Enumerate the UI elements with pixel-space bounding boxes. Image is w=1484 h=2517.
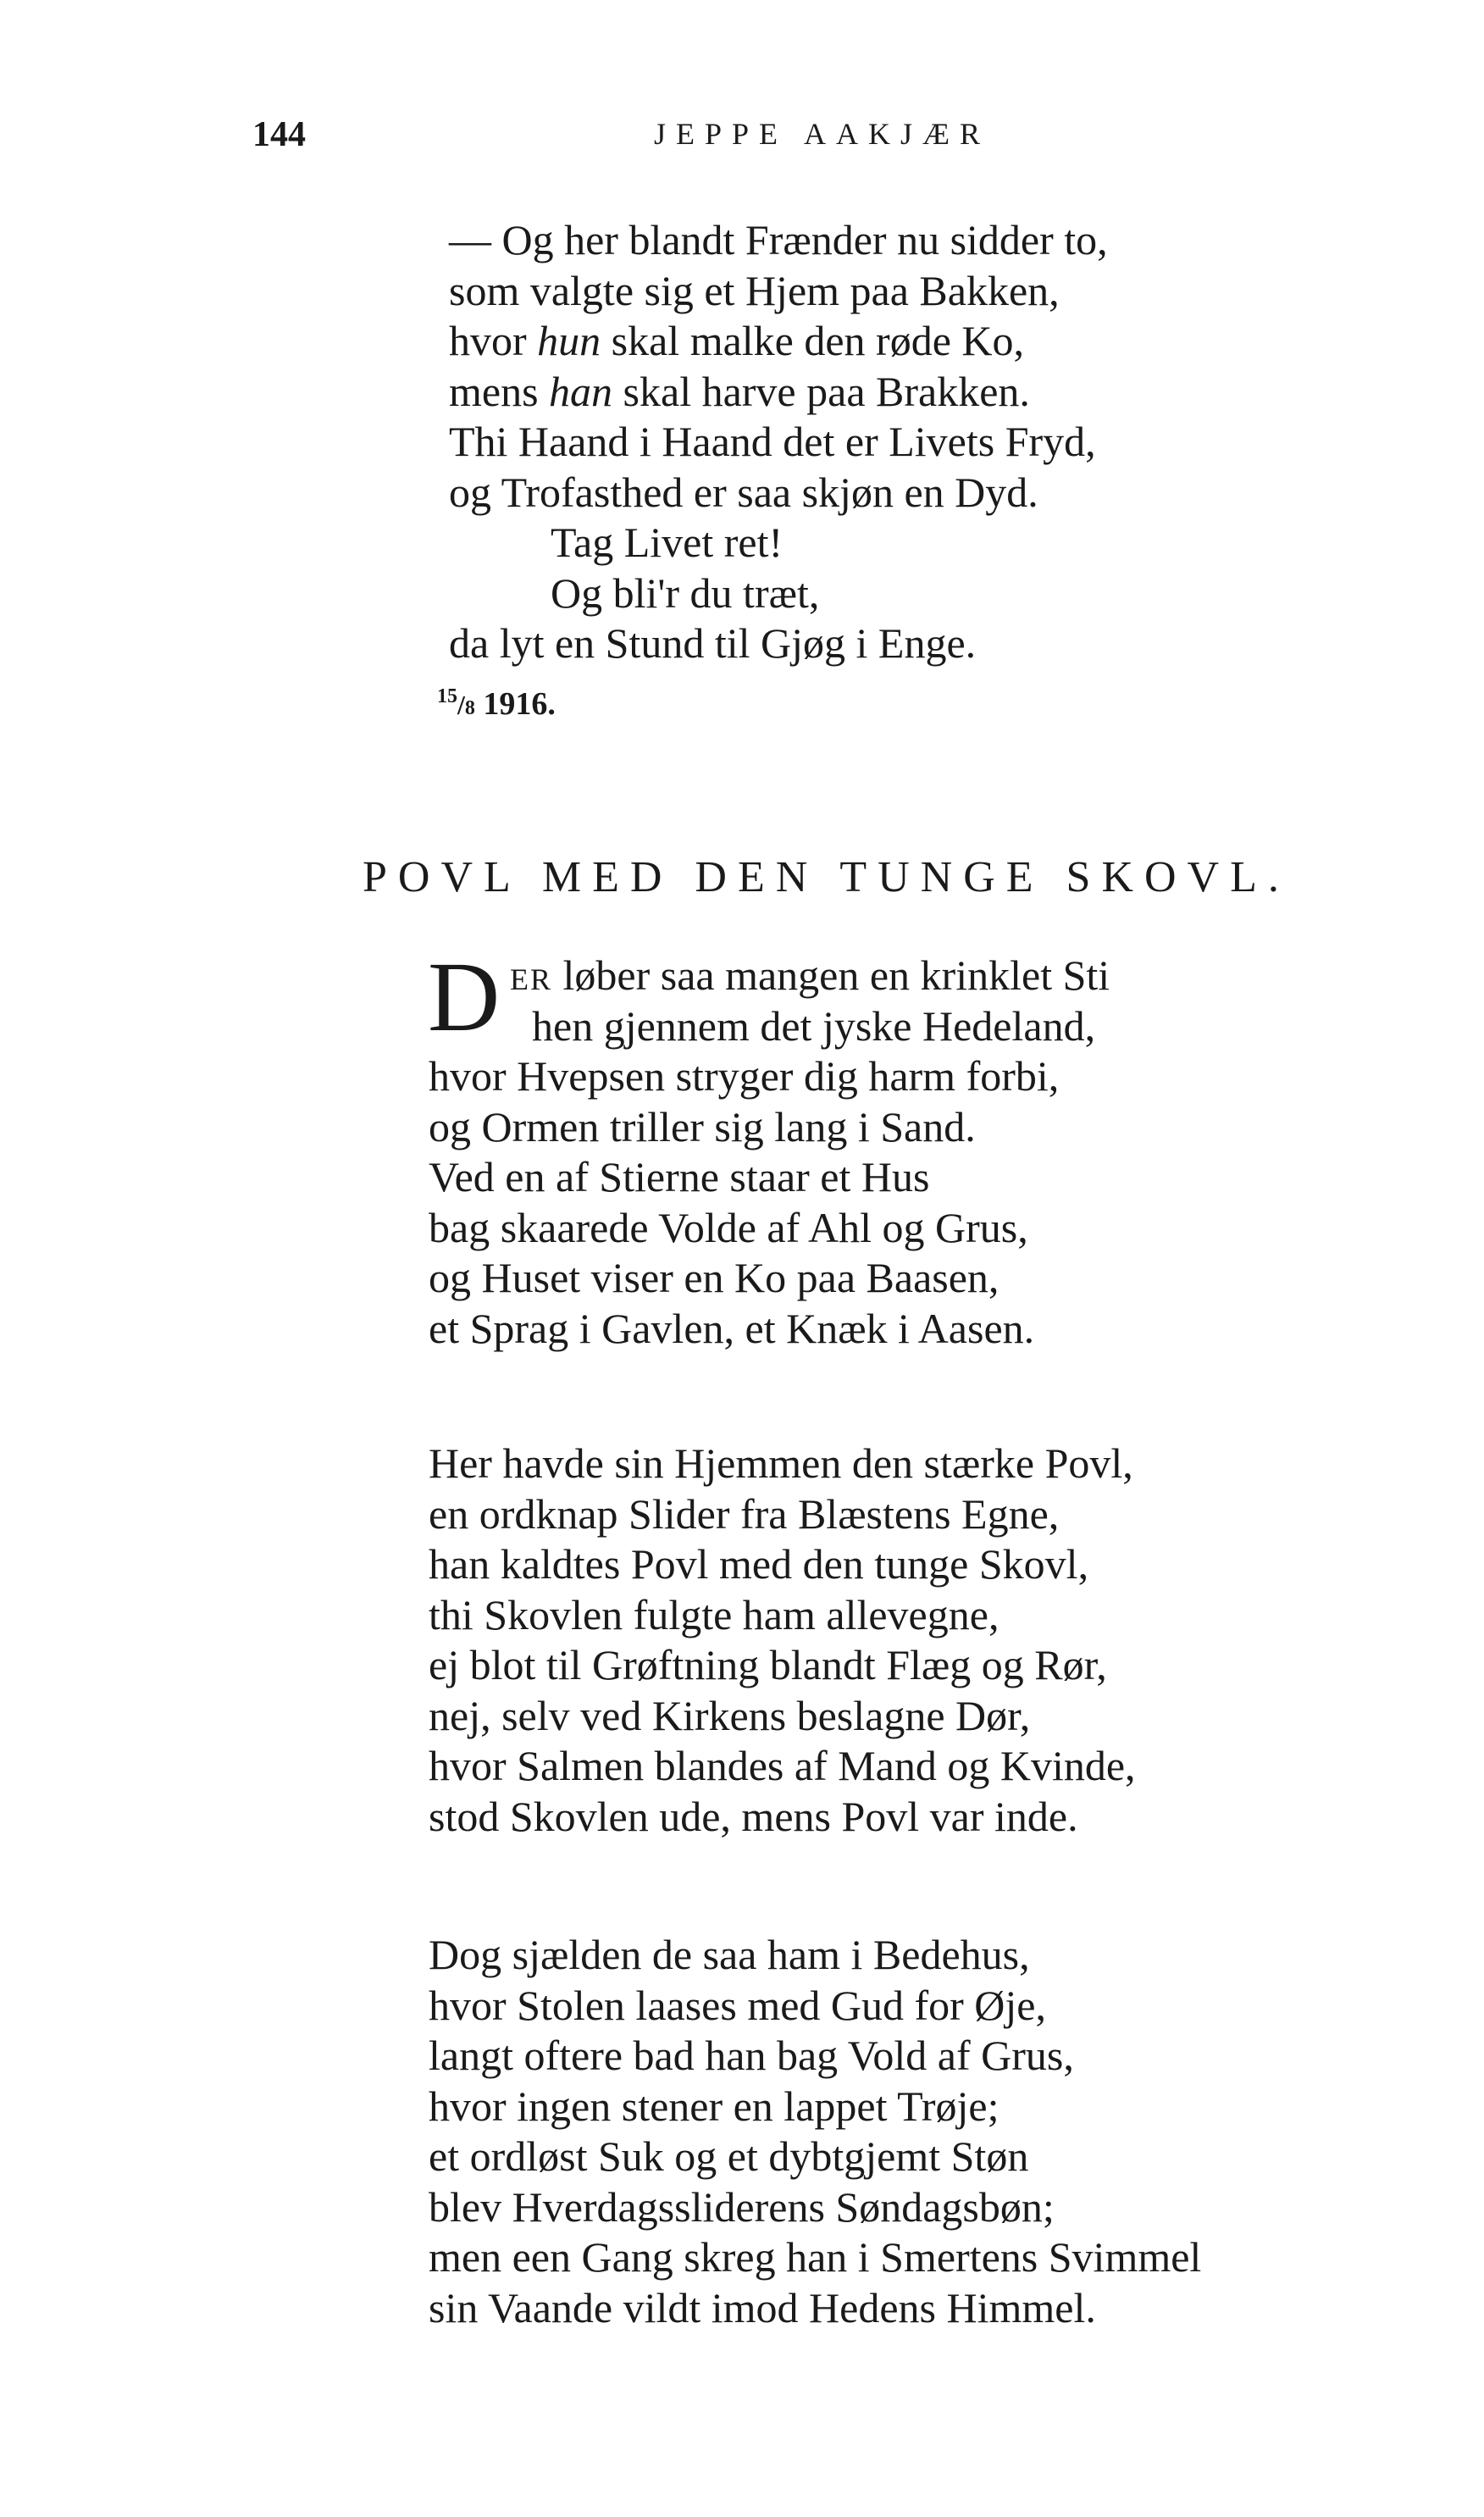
verse-line: og Huset viser en Ko paa Baasen, xyxy=(429,1254,999,1301)
verse-line xyxy=(449,367,1108,418)
verse-text: skal malke den røde Ko, xyxy=(601,317,1025,364)
date-day: 15 xyxy=(437,685,457,707)
date-slash: / xyxy=(457,690,465,720)
verse-line: et Sprag i Gavlen, et Knæk i Aasen. xyxy=(429,1304,1035,1352)
verse-line: da lyt en Stund til Gjøg i Enge. xyxy=(449,619,977,667)
verse-line: og Trofasthed er saa skjøn en Dyd. xyxy=(449,468,1038,516)
verse-text: hvor xyxy=(449,317,538,364)
verse-line xyxy=(449,316,1108,367)
verse-line: hen gjennem det jyske Hedeland, xyxy=(532,1001,1096,1050)
verse-text: løber saa mangen en krinklet Sti xyxy=(552,951,1110,999)
verse-line: bag skaarede Volde af Ahl og Grus, xyxy=(429,1203,1028,1251)
stanza-3 xyxy=(429,1439,1136,1842)
date-year: 1916. xyxy=(474,686,556,722)
verse-line: et ordløst Suk og et dybtgjemt Støn xyxy=(429,2132,1029,2180)
verse-line: hvor Hvepsen stryger dig harm forbi, xyxy=(429,1052,1060,1100)
verse-line: hvor ingen stener en lappet Trøje; xyxy=(429,2082,999,2130)
verse-line: som valgte sig et Hjem paa Bakken, xyxy=(449,266,1060,314)
running-head: JEPPE AAKJÆR xyxy=(654,117,991,151)
verse-line: blev Hverdagssliderens Søndagsbøn; xyxy=(429,2182,1055,2231)
stanza-1 xyxy=(449,215,1108,669)
verse-line: stod Skovlen ude, mens Povl var inde. xyxy=(429,1792,1078,1840)
drop-cap: D xyxy=(428,941,501,1052)
page-number: 144 xyxy=(252,115,306,154)
italic-word: han xyxy=(549,367,613,415)
verse-line: — Og her blandt Frænder nu sidder to, xyxy=(449,216,1108,263)
verse-line: hvor Salmen blandes af Mand og Kvinde, xyxy=(429,1742,1136,1789)
verse-text: skal harve paa Brakken. xyxy=(612,367,1030,415)
verse-line: Thi Haand i Haand det er Livets Fryd, xyxy=(449,418,1096,465)
poem-title: POVL MED DEN TUNGE SKOVL. xyxy=(363,853,1290,901)
verse-line: thi Skovlen fulgte ham allevegne, xyxy=(429,1590,999,1638)
stanza-4 xyxy=(429,1930,1201,2333)
verse-text: mens xyxy=(449,367,550,415)
verse-line: Dog sjælden de saa ham i Bedehus, xyxy=(429,1931,1030,1978)
date-month: 8 xyxy=(464,697,475,719)
verse-line: langt oftere bad han bag Vold af Grus, xyxy=(429,2032,1074,2079)
verse-line: en ordknap Slider fra Blæstens Egne, xyxy=(429,1489,1060,1538)
small-caps-text: ER xyxy=(510,962,553,996)
verse-line xyxy=(429,951,1110,1001)
verse-line: Tag Livet ret! xyxy=(551,518,784,566)
stanza-2 xyxy=(429,951,1110,1354)
verse-line: Og bli'r du træt, xyxy=(551,568,820,617)
verse-line: ej blot til Grøftning blandt Flæg og Rør, xyxy=(429,1641,1107,1688)
verse-line: Ved en af Stierne staar et Hus xyxy=(429,1153,930,1200)
verse-line: han kaldtes Povl med den tunge Skovl, xyxy=(429,1540,1089,1588)
verse-line: nej, selv ved Kirkens beslagne Dør, xyxy=(429,1691,1031,1739)
verse-line: men een Gang skreg han i Smertens Svimmel xyxy=(429,2233,1202,2281)
verse-line: hvor Stolen laases med Gud for Øje, xyxy=(429,1981,1047,2029)
poem-date xyxy=(437,686,556,720)
italic-word: hun xyxy=(537,317,601,364)
verse-line: sin Vaande vildt imod Hedens Himmel. xyxy=(429,2283,1096,2331)
verse-line: og Ormen triller sig lang i Sand. xyxy=(429,1102,976,1150)
verse-line: Her havde sin Hjemmen den stærke Povl, xyxy=(429,1439,1133,1487)
